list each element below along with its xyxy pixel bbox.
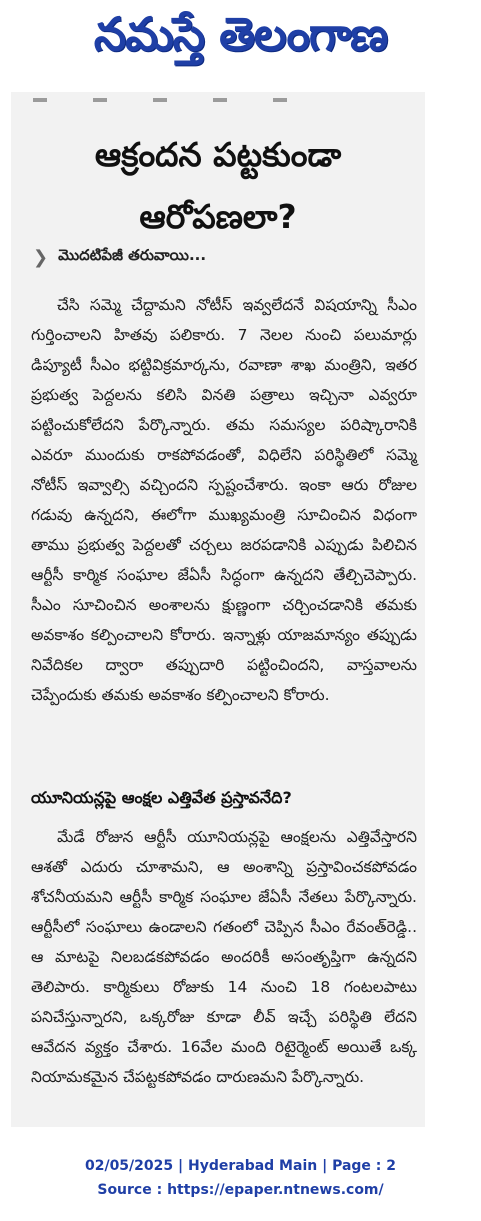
masthead <box>0 0 481 80</box>
continued-from-front-page <box>33 246 413 268</box>
article-paragraph: చేసి సమ్మె చేద్దామని నోటీస్ ఇవ్వలేదనే విషయాన్ని సీఎం గుర్తించాలని హితవు పలికారు. 7 నెలల నుంచి పలుమార్లు డిప్యూటీ సీఎం భట్టివిక్రమార్కను, రవాణా శాఖ మంత్రిని, ఇతర ప్రభుత్వ పెద్దలను కలిసి వినతి పత్రాలు ఇచ్చినా ఎవ్వరూ పట్టించుకోలేదని పేర్కొన్నారు. తమ సమస్యల పరిష్కారానికి ఎవరూ ముందుకు రాకపోవడంతో, విధిలేని పరిస్థితిలో సమ్మె నోటీస్ ఇవ్వాల్సి వచ్చిందని స్పష్టంచేశారు. ఇంకా ఆరు రోజుల గడువు ఉన్నదని, ఈలోగా ముఖ్యమంత్రి సూచించిన విధంగా తాము ప్రభుత్వ పెద్దలతో చర్చలు జరపడానికి ఎప్పుడు పిలిచిన ఆర్టీసీ కార్మిక సంఘాల జేఏసీ సిద్ధంగా ఉన్నదని తేల్చిచెప్పారు. సీఎం సూచించిన అంశాలను క్షుణ్ణంగా చర్చించడానికి తమకు అవకాశం కల్పించాలని కోరారు. ఇన్నాళ్లు యాజమాన్యం తప్పుడు నివేదికల ద్వారా తప్పుదారి పట్టించిందని, వాస్తవాలను చెప్పేందుకు తమకు అవకాశం కల్పించాలని కోరారు. <box>31 296 417 704</box>
article-paragraph: మేడే రోజున ఆర్టీసీ యూనియన్లపై ఆంక్షలను ఎత్తివేస్తారని ఆశతో ఎదురు చూశామని, ఆ అంశాన్ని ప్రస్తావించకపోవడం శోచనీయమని ఆర్టీసీ కార్మిక సంఘాల జేఏసీ నేతలు పేర్కొన్నారు. ఆర్టీసీలో సంఘాలు ఉండాలని గతంలో చెప్పిన సీఎం రేవంత్‌రెడ్డి.. ఆ మాటపై నిలబడకపోవడం అందరికీ అసంతృప్తిగా ఉన్నదని తెలిపారు. కార్మికులు రోజుకు 14 నుంచి 18 గంటలపాటు పనిచేస్తున్నారని, ఒక్కరోజు కూడా లీవ్ ఇచ్చే పరిస్థితి లేదని ఆవేదన వ్యక్తం చేశారు. 16వేల మంది రిటైర్మెంట్ అయితే ఒక్క నియామకమైన చేపట్టకపోవడం దారుణమని పేర్కొన్నారు. <box>31 828 417 1086</box>
chevron-right-icon: ❯ <box>33 246 49 268</box>
article-subheading: యూనియన్లపై ఆంక్షల ఎత్తివేత ప్రస్తావనేది? <box>31 788 292 807</box>
newspaper-logo: నమస్తే తెలంగాణ <box>93 7 388 61</box>
article-headline: ఆక్రందన పట్టకుండా ఆరోపణలా? <box>94 135 342 236</box>
source-link[interactable]: Source : https://epaper.ntnews.com/ <box>97 1182 384 1198</box>
continued-label: మొదటిపేజీ తరువాయి... <box>58 246 207 264</box>
edition-info: 02/05/2025 | Hyderabad Main | Page : 2 <box>84 1158 397 1174</box>
article-clipping <box>11 92 425 1127</box>
clipped-previous-text <box>33 98 303 102</box>
